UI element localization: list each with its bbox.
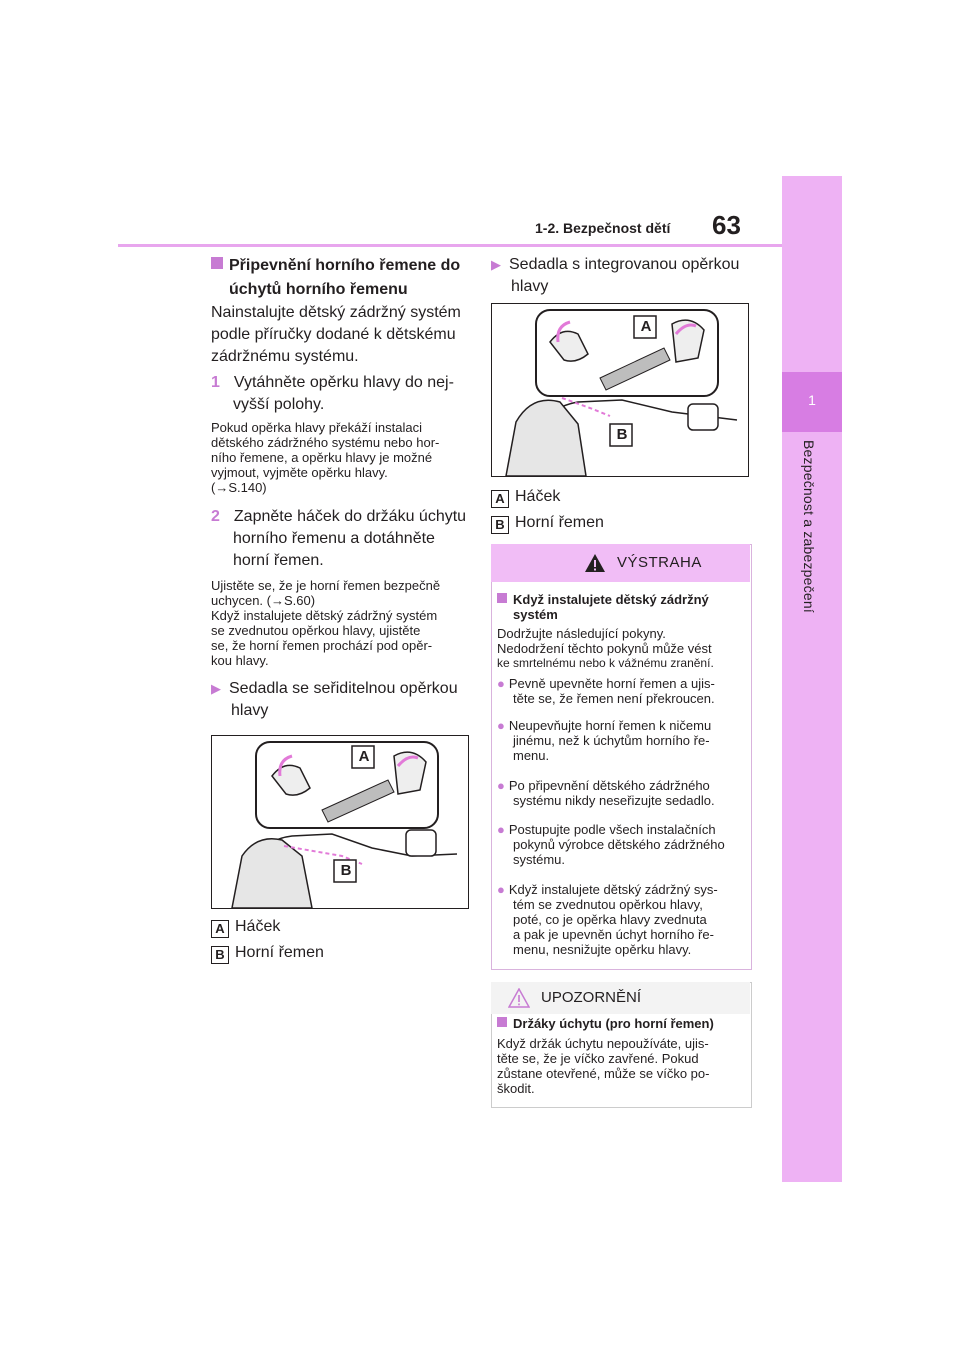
legend-b: B Horní řemen	[211, 942, 471, 964]
seat-illustration	[492, 304, 748, 476]
notice-body: Když držák úchytu nepoužíváte, ujis- těte se, že je víčko zavřené. Pokud zůstane otevřené, může se víčko po- škodit.	[497, 1036, 710, 1096]
legend-b: B Horní řemen	[491, 512, 751, 534]
illustration-integrated-headrest	[491, 303, 749, 477]
section-heading: Připevnění horního řemene do úchytů horního řemenu	[211, 254, 471, 302]
intro-text: Nainstalujte dětský zádržný systém podle příručky dodané k dětskému zádržnému systému.	[211, 304, 461, 365]
round-bullet-icon: ●	[497, 882, 505, 897]
square-bullet-icon	[497, 593, 507, 603]
legend-a: A Háček	[491, 486, 751, 508]
step-2-note: Ujistěte se, že je horní řemen bezpečně uchycen. (→S.60) Když instalujete dětský zádržný systém se zvednutou opěrkou hlavy, ujistěte se, že horní řemen prochází pod opěr- kou hlavy.	[211, 578, 441, 668]
round-bullet-icon: ●	[497, 778, 505, 793]
section-title: 1-2. Bezpečnost dětí	[535, 220, 671, 236]
chapter-side-strip	[782, 176, 842, 1182]
legend-key-b: B	[491, 516, 509, 534]
notice-header	[491, 982, 750, 1014]
warning-item: ● Po připevnění dětského zádržného systému nikdy neseřizujte sedadlo.	[497, 778, 715, 808]
callout-label-a: A	[358, 748, 370, 765]
caution-triangle-icon	[508, 988, 530, 1008]
notice-title: UPOZORNĚNÍ	[541, 989, 642, 1006]
warning-triangle-icon	[584, 553, 606, 573]
step-2: 2 Zapněte háček do držáku úchytu horního řemenu a dotáhněte horní řemen.	[211, 508, 467, 569]
warning-item: ● Postupujte podle všech instalačních pokynů výrobce dětského zádržného systému.	[497, 822, 725, 867]
subsection-integrated: ▶ Sedadla s integrovanou opěrkou hlavy	[491, 256, 740, 295]
subsection-adjustable: ▶ Sedadla se seřiditelnou opěrkou hlavy	[211, 680, 458, 719]
legend-key-a: A	[211, 920, 229, 938]
warning-intro: Dodržujte následující pokyny. Nedodržení těchto pokynů může vést ke smrtelnému nebo k vážnému zranění.	[497, 626, 714, 670]
warning-item: ● Pevně upevněte horní řemen a ujis- těte se, že řemen není překroucen.	[497, 676, 715, 706]
triangle-bullet-icon: ▶	[211, 681, 221, 696]
step-number: 2	[211, 508, 220, 525]
legend-a: A Háček	[211, 916, 471, 938]
round-bullet-icon: ●	[497, 822, 505, 837]
warning-header	[491, 544, 750, 582]
round-bullet-icon: ●	[497, 718, 505, 733]
callout-label-b: B	[616, 426, 628, 443]
warning-heading: Když instalujete dětský zádržný systém	[497, 592, 747, 622]
round-bullet-icon: ●	[497, 676, 505, 691]
step-number: 1	[211, 374, 220, 391]
notice-heading: Držáky úchytu (pro horní řemen)	[497, 1016, 747, 1031]
illustration-adjustable-headrest	[211, 735, 469, 909]
header-rule	[118, 244, 782, 247]
warning-item: ● Když instalujete dětský zádržný sys- tém se zvednutou opěrkou hlavy, poté, co je opěrka hlavy zvednuta a pak je upevněn úchyt horního ře- menu, nesnižujte opěrku hlavy.	[497, 882, 718, 957]
chapter-title: Bezpečnost a zabezpečení	[801, 440, 817, 613]
step-1-note: Pokud opěrka hlavy překáží instalaci dětského zádržného systému nebo hor- ního řemene, a opěrku hlavy je možné vyjmout, vyjměte opěrku hlavy. (→S.140)	[211, 420, 440, 495]
warning-item: ● Neupevňujte horní řemen k ničemu jinému, než k úchytům horního ře- menu.	[497, 718, 712, 763]
callout-label-b: B	[340, 862, 352, 879]
step-1: 1 Vytáhněte opěrku hlavy do nej- vyšší polohy.	[211, 374, 454, 413]
triangle-bullet-icon: ▶	[491, 257, 501, 272]
page-number: 63	[712, 210, 741, 240]
callout-label-a: A	[640, 318, 652, 335]
seat-illustration	[212, 736, 468, 908]
square-bullet-icon	[497, 1017, 507, 1027]
square-bullet-icon	[211, 257, 223, 269]
legend-key-a: A	[491, 490, 509, 508]
warning-title: VÝSTRAHA	[617, 554, 702, 571]
legend-key-b: B	[211, 946, 229, 964]
chapter-number: 1	[808, 392, 816, 408]
